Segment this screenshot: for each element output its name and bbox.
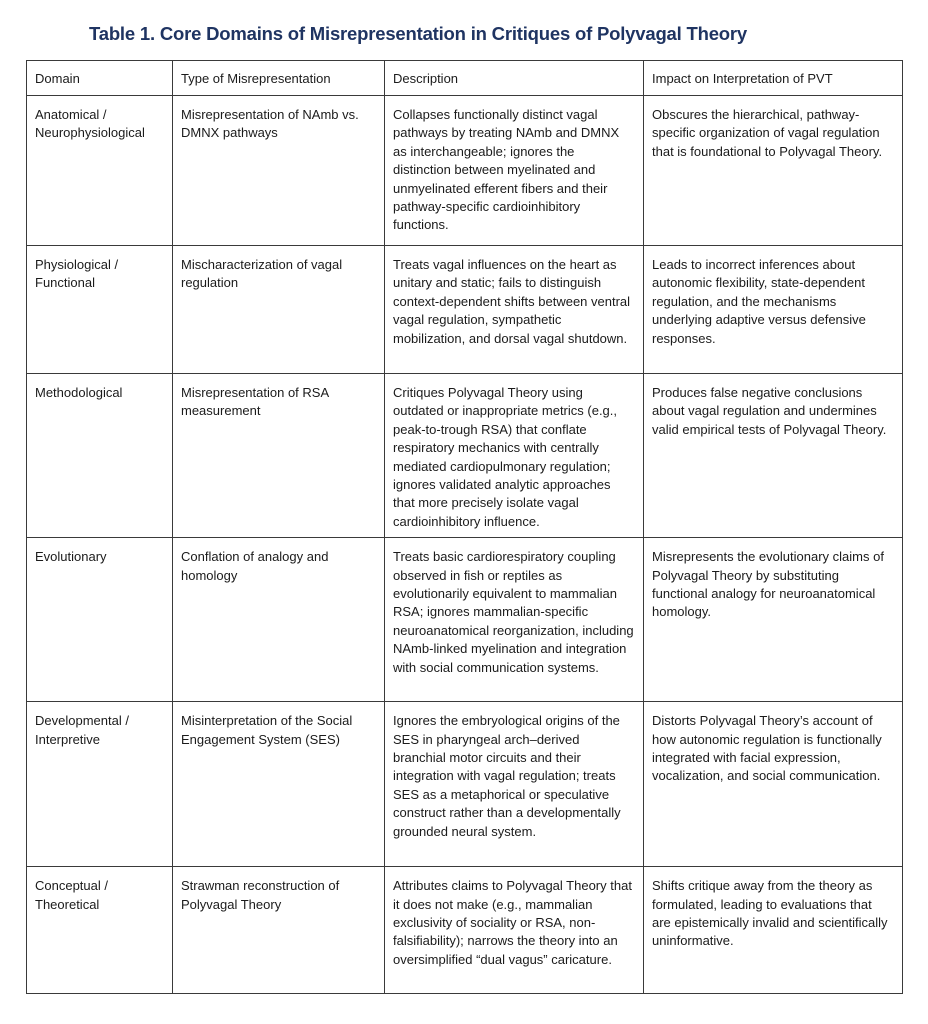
cell-domain: Developmental / Interpretive: [27, 702, 173, 867]
cell-impact: Produces false negative conclusions about vagal regulation and undermines valid empirical tests of Polyvagal Theory.: [644, 374, 903, 538]
cell-domain: Anatomical / Neurophysiological: [27, 96, 173, 246]
cell-impact: Misrepresents the evolutionary claims of Polyvagal Theory by substituting functional analogy for neuroanatomical homology.: [644, 538, 903, 702]
cell-domain: Conceptual / Theoretical: [27, 867, 173, 994]
cell-description: Critiques Polyvagal Theory using outdated or inappropriate metrics (e.g., peak-to-trough RSA) that conflate respiratory mechanics with centrally mediated cardiopulmonary regulation; ignores validated analytic approaches that more precisely isolate vagal cardioinhibitory influence.: [385, 374, 644, 538]
cell-type: Misrepresentation of RSA measurement: [173, 374, 385, 538]
header-type: Type of Misrepresentation: [173, 61, 385, 96]
header-domain: Domain: [27, 61, 173, 96]
header-row: [27, 61, 903, 96]
header-impact: Impact on Interpretation of PVT: [644, 61, 903, 96]
cell-domain: Physiological / Functional: [27, 246, 173, 374]
cell-type: Misrepresentation of NAmb vs. DMNX pathways: [173, 96, 385, 246]
misrepresentation-table: [26, 60, 903, 994]
cell-type: Misinterpretation of the Social Engagement System (SES): [173, 702, 385, 867]
cell-description: Attributes claims to Polyvagal Theory that it does not make (e.g., mammalian exclusivity of sociality or RSA, non-falsifiability); narrows the theory into an oversimplified “dual vagus” caricature.: [385, 867, 644, 994]
table-row: [27, 538, 903, 702]
cell-impact: Obscures the hierarchical, pathway-specific organization of vagal regulation that is foundational to Polyvagal Theory.: [644, 96, 903, 246]
cell-domain: Evolutionary: [27, 538, 173, 702]
table-row: [27, 702, 903, 867]
cell-domain: Methodological: [27, 374, 173, 538]
cell-impact: Distorts Polyvagal Theory’s account of how autonomic regulation is functionally integrated with facial expression, vocalization, and social communication.: [644, 702, 903, 867]
table-title: Table 1. Core Domains of Misrepresentation in Critiques of Polyvagal Theory: [89, 23, 747, 44]
cell-description: Treats basic cardiorespiratory coupling observed in fish or reptiles as evolutionarily equivalent to mammalian RSA; ignores mammalian-specific neuroanatomical reorganization, including NAmb-linked myelination and integration with social communication systems.: [385, 538, 644, 702]
cell-type: Strawman reconstruction of Polyvagal Theory: [173, 867, 385, 994]
cell-type: Mischaracterization of vagal regulation: [173, 246, 385, 374]
cell-type: Conflation of analogy and homology: [173, 538, 385, 702]
header-description: Description: [385, 61, 644, 96]
cell-impact: Shifts critique away from the theory as formulated, leading to evaluations that are epistemically invalid and scientifically uninformative.: [644, 867, 903, 994]
cell-impact: Leads to incorrect inferences about autonomic flexibility, state-dependent regulation, and the mechanisms underlying adaptive versus defensive responses.: [644, 246, 903, 374]
table-row: [27, 867, 903, 994]
cell-description: Collapses functionally distinct vagal pathways by treating NAmb and DMNX as interchangeable; ignores the distinction between myelinated and unmyelinated efferent fibers and their pathway-specific cardioinhibitory functions.: [385, 96, 644, 246]
table-row: [27, 374, 903, 538]
table-row: [27, 96, 903, 246]
cell-description: Ignores the embryological origins of the SES in pharyngeal arch–derived branchial motor circuits and their integration with vagal regulation; treats SES as a metaphorical or speculative construct rather than a developmentally grounded neural system.: [385, 702, 644, 867]
table-row: [27, 246, 903, 374]
cell-description: Treats vagal influences on the heart as unitary and static; fails to distinguish context-dependent shifts between ventral vagal regulation, sympathetic mobilization, and dorsal vagal shutdown.: [385, 246, 644, 374]
